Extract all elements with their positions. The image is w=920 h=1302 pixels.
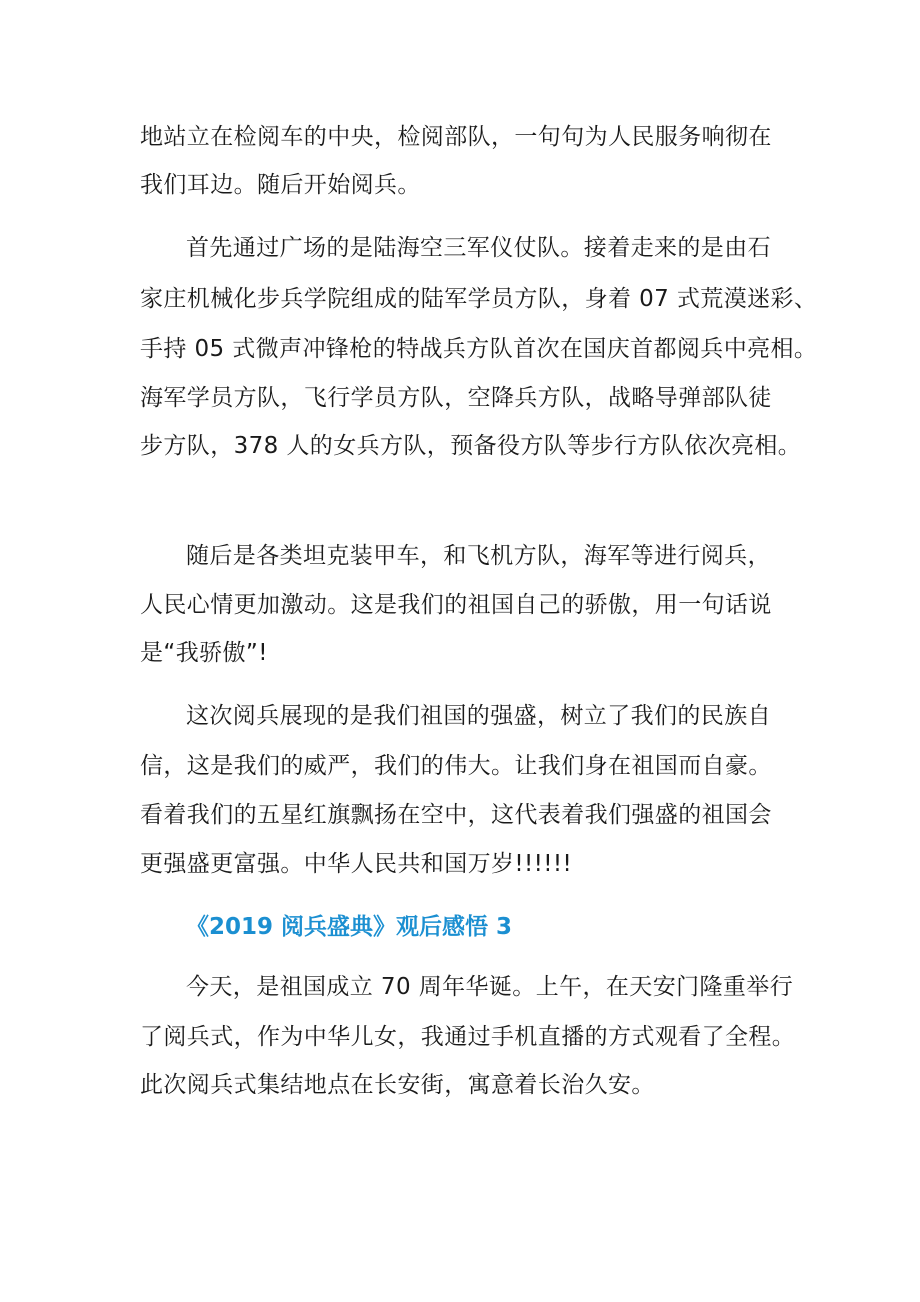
paragraph-4-line-2: 信，这是我们的威严，我们的伟大。让我们身在祖国而自豪。 [140, 753, 772, 779]
paragraph-2-line-4: 海军学员方队，飞行学员方队，空降兵方队，战略导弹部队徒 [140, 385, 772, 411]
paragraph-4-line-3: 看着我们的五星红旗飘扬在空中，这代表着我们强盛的祖国会 [140, 802, 772, 828]
paragraph-3-line-1: 随后是各类坦克装甲车，和飞机方队，海军等进行阅兵， [186, 543, 771, 569]
paragraph-5-line-1: 今天，是祖国成立 70 周年华诞。上午，在天安门隆重举行 [186, 974, 794, 1000]
paragraph-2-line-2: 家庄机械化步兵学院组成的陆军学员方队，身着 07 式荒漠迷彩、 [140, 286, 818, 312]
paragraph-4-line-4: 更强盛更富强。中华人民共和国万岁!!!!!! [140, 851, 573, 877]
section-heading: 《2019 阅兵盛典》观后感悟 3 [186, 914, 513, 940]
paragraph-5-line-3: 此次阅兵式集结地点在长安街，寓意着长治久安。 [140, 1072, 655, 1098]
paragraph-1-line-2: 我们耳边。随后开始阅兵。 [140, 172, 421, 198]
paragraph-2-line-1: 首先通过广场的是陆海空三军仪仗队。接着走来的是由石 [186, 235, 771, 261]
paragraph-2-line-3: 手持 05 式微声冲锋枪的特战兵方队首次在国庆首都阅兵中亮相。 [140, 336, 818, 362]
paragraph-3-line-2: 人民心情更加激动。这是我们的祖国自己的骄傲，用一句话说 [140, 592, 772, 618]
paragraph-5-line-2: 了阅兵式，作为中华儿女，我通过手机直播的方式观看了全程。 [140, 1024, 796, 1050]
paragraph-4-line-1: 这次阅兵展现的是我们祖国的强盛，树立了我们的民族自 [186, 703, 771, 729]
paragraph-1-line-1: 地站立在检阅车的中央，检阅部队，一句句为人民服务响彻在 [140, 124, 772, 150]
paragraph-2-line-5: 步方队，378 人的女兵方队，预备役方队等步行方队依次亮相。 [140, 433, 802, 459]
paragraph-3-line-3: 是“我骄傲”! [140, 640, 268, 666]
